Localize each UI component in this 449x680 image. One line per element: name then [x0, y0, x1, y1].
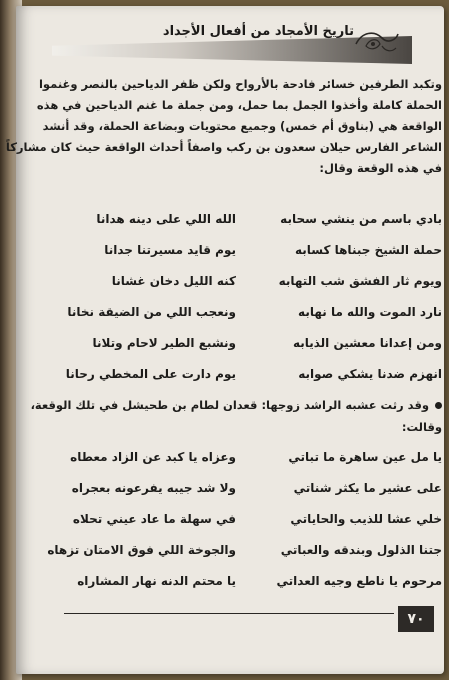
book-page [5, 6, 444, 674]
verse-first-half: مرحوم يا ناطع وجيه العداتي [276, 574, 442, 588]
verse-first-half: ويوم ثار الفشق شب التهابه [278, 274, 442, 288]
bullet-continuation: وقالت: [401, 420, 442, 434]
poem-verse [50, 243, 442, 274]
bullet-text: وقد رثت عشبه الراشد زوجها: قعدان لطام بن طحيشل في تلك الوقعة، [30, 398, 429, 412]
verse-second-half: ونشبع الطير لاحام وتلانا [92, 336, 236, 350]
prose-line: في هذه الوقعة وقال: [319, 161, 442, 175]
prose-line: الشاعر الفارس حيلان سعدون بن ركب واصفاً أحداث الواقعة حيث كان مشاركاً [5, 140, 442, 154]
verse-second-half: والجوخة اللي فوق الامتان تزهاه [47, 543, 236, 557]
verse-first-half: على عشير ما يكثر شناتي [293, 481, 442, 495]
verse-first-half: انهزم ضدنا يشكي صوابه [298, 367, 442, 381]
poem-verse [50, 336, 442, 367]
verse-second-half: يوم دارت على المخطي رحانا [65, 367, 236, 381]
prose-line: وتكبد الطرفين خسائر فادحة بالأرواح ولكن ظفر الدياحين بالنصر وغنموا [38, 77, 442, 91]
poem-verse [50, 481, 442, 512]
verse-first-half: يا مل عين ساهرة ما تباتي [288, 450, 442, 464]
verse-second-half: في سهلة ما عاد عيني تحلاه [72, 512, 236, 526]
verse-first-half: ومن إعدانا معشين الذيابه [292, 336, 442, 350]
verse-first-half: حملة الشيخ جبناها كسابه [294, 243, 442, 257]
prose-line: الحملة كاملة وأخذوا الجمل بما حمل، ومن جملة ما غنم الدياحين في هذه [36, 98, 442, 112]
page-header-title: تاريخ الأمجاد من أفعال الأجداد [162, 24, 354, 39]
verse-first-half: نارد الموت والله ما نهابه [298, 305, 442, 319]
bullet-icon [435, 402, 442, 409]
verse-second-half: يا محتم الدنه نهار المشاراه [77, 574, 236, 588]
verse-first-half: جتنا الذلول وبندقه والعباتي [280, 543, 442, 557]
poem-verse [50, 305, 442, 336]
intro-paragraph [5, 74, 442, 179]
bullet-paragraph [30, 398, 442, 412]
poem-verse [50, 274, 442, 305]
verse-second-half: وعزاه يا كبد عن الزاد معطاه [70, 450, 236, 464]
poem-verse [47, 543, 442, 574]
verse-first-half: بادي باسم من ينشي سحابه [280, 212, 442, 226]
verse-second-half: ونعجب اللي من الضيقة نخانا [67, 305, 236, 319]
verse-second-half: ولا شد جيبه يفرعونه بعجراه [71, 481, 236, 495]
verse-second-half: يوم قايد مسيرتنا جدانا [104, 243, 236, 257]
poem-second [47, 450, 442, 605]
poem-verse [50, 367, 442, 398]
verse-second-half: الله اللي على دينه هدانا [96, 212, 236, 226]
poem-verse [50, 450, 442, 481]
prose-line: الواقعة هي (بناوق أم خمس) وجميع محتويات وبضاعة الحملة، وقد أنشد [42, 119, 442, 133]
poem-verse [50, 574, 442, 605]
floral-ornament-icon [352, 26, 400, 56]
poem-first [50, 212, 442, 398]
poem-verse [50, 212, 442, 243]
footer-rule [64, 613, 394, 614]
verse-second-half: كنه الليل دخان غشانا [111, 274, 236, 288]
verse-first-half: خلي عشا للذيب والحاياتي [290, 512, 442, 526]
page-number: ٧٠ [398, 606, 434, 632]
poem-verse [50, 512, 442, 543]
